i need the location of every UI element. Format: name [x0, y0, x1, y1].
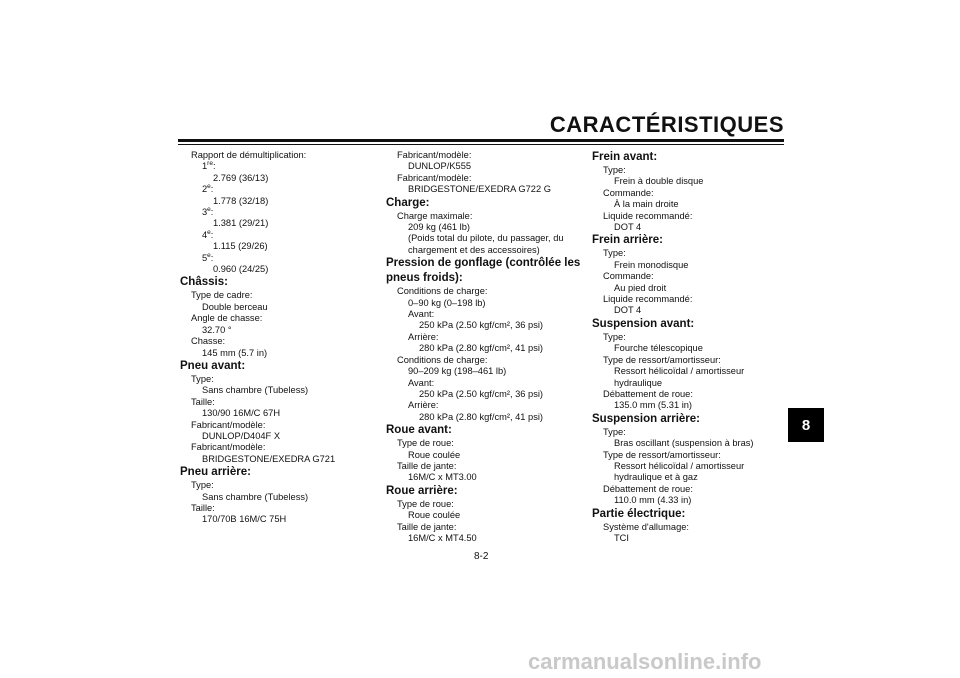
spec-label: Conditions de charge:	[397, 354, 488, 365]
spec-label: Type:	[603, 331, 626, 342]
spec-value: DOT 4	[614, 222, 642, 233]
spec-value: hydraulique	[614, 377, 663, 388]
section-heading-pressure-cont: pneus froids):	[386, 272, 463, 285]
spec-label: Avant:	[408, 377, 435, 388]
gear-5-label: 5e:	[202, 251, 214, 263]
watermark: carmanualsonline.info	[528, 649, 762, 674]
spec-label: Commande:	[603, 271, 654, 282]
gear-3-label: 3e:	[202, 205, 214, 218]
gear-ratio-label: Rapport de démultiplication:	[191, 150, 307, 160]
spec-label: Type de ressort/amortisseur:	[603, 354, 721, 365]
spec-label: Type:	[191, 480, 214, 491]
spec-value: Au pied droit	[614, 282, 667, 293]
spec-label: Type:	[191, 373, 214, 384]
spec-label: Taille:	[191, 502, 215, 513]
gear-1-value: 2.769 (36/13)	[213, 172, 269, 183]
spec-label: Type:	[603, 248, 626, 259]
header-rule-thick	[178, 139, 784, 142]
spec-label: Fabricant/modèle:	[191, 419, 266, 430]
spec-column-1	[180, 150, 370, 526]
spec-label: Commande:	[603, 187, 654, 198]
chapter-tab: 8	[788, 408, 824, 442]
spec-label: Charge maximale:	[397, 210, 473, 221]
section-heading-rear-tire: Pneu arrière:	[180, 466, 251, 479]
spec-value: BRIDGESTONE/EXEDRA G722 G	[408, 184, 551, 195]
spec-value: 170/70B 16M/C 75H	[202, 514, 287, 525]
gear-4-label: 4e:	[202, 228, 214, 240]
gear-1-label: 1re:	[202, 160, 216, 172]
section-heading-chassis: Châssis:	[180, 276, 228, 289]
spec-value: Ressort hélicoïdal / amortisseur	[614, 366, 745, 377]
spec-label: Arrière:	[408, 331, 439, 342]
gear-2-label: 2e:	[202, 183, 214, 195]
spec-label: Taille de jante:	[397, 521, 457, 532]
spec-value: Frein à double disque	[614, 176, 704, 187]
spec-value: 280 kPa (2.80 kgf/cm², 41 psi)	[419, 343, 544, 354]
spec-note: (Poids total du pilote, du passager, du	[408, 233, 564, 244]
spec-value: BRIDGESTONE/EXEDRA G721	[202, 453, 336, 464]
section-heading-rear-suspension: Suspension arrière:	[592, 412, 701, 425]
spec-value: 280 kPa (2.80 kgf/cm², 41 psi)	[419, 411, 544, 422]
gear-5-value: 0.960 (24/25)	[213, 264, 269, 275]
spec-label: Avant:	[408, 309, 435, 320]
spec-value: 250 kPa (2.50 kgf/cm², 36 psi)	[419, 320, 544, 331]
section-heading-electrical: Partie électrique:	[592, 507, 686, 520]
spec-value: 130/90 16M/C 67H	[202, 408, 281, 419]
section-heading-front-wheel: Roue avant:	[386, 424, 452, 437]
spec-label: Type:	[603, 426, 626, 437]
spec-value: 16M/C x MT4.50	[408, 532, 477, 543]
spec-value: À la main droite	[614, 199, 679, 210]
spec-label: Chasse:	[191, 336, 226, 347]
spec-value: 16M/C x MT3.00	[408, 472, 477, 483]
spec-value: 32.70 °	[202, 324, 232, 335]
gear-3-value: 1.381 (29/21)	[213, 218, 269, 229]
spec-label: Liquide recommandé:	[603, 294, 693, 305]
spec-label: Angle de chasse:	[191, 313, 263, 324]
spec-label: Débattement de roue:	[603, 483, 693, 494]
section-heading-pressure: Pression de gonflage (contrôlée les	[386, 257, 581, 270]
spec-value: 250 kPa (2.50 kgf/cm², 36 psi)	[419, 388, 544, 399]
spec-value: Ressort hélicoïdal / amortisseur	[614, 460, 745, 471]
spec-label: Taille de jante:	[397, 460, 457, 471]
gear-2-value: 1.778 (32/18)	[213, 195, 269, 206]
header-rule-thin	[178, 144, 784, 145]
section-heading-rear-brake: Frein arrière:	[592, 234, 663, 247]
spec-value: Sans chambre (Tubeless)	[202, 491, 309, 502]
spec-label: Fabricant/modèle:	[397, 172, 472, 183]
section-heading-front-brake: Frein avant:	[592, 151, 658, 163]
spec-value: DUNLOP/K555	[408, 161, 472, 172]
spec-label: Conditions de charge:	[397, 286, 488, 297]
spec-value: 0–90 kg (0–198 lb)	[408, 297, 486, 308]
section-heading-rear-wheel: Roue arrière:	[386, 484, 458, 497]
spec-label: Débattement de roue:	[603, 388, 693, 399]
spec-column-2	[386, 150, 586, 544]
spec-label: Type de ressort/amortisseur:	[603, 449, 721, 460]
spec-value: Frein monodisque	[614, 259, 689, 270]
spec-label: Type:	[603, 165, 626, 175]
spec-value: Roue coulée	[408, 449, 461, 460]
spec-label: Arrière:	[408, 400, 439, 411]
spec-value: DOT 4	[614, 305, 642, 316]
spec-value: Sans chambre (Tubeless)	[202, 385, 309, 396]
spec-value: 209 kg (461 lb)	[408, 222, 471, 233]
spec-label: Système d'allumage:	[603, 521, 690, 532]
spec-value: Fourche télescopique	[614, 343, 703, 354]
spec-value: 145 mm (5.7 in)	[202, 347, 268, 358]
spec-label: Liquide recommandé:	[603, 210, 693, 221]
spec-value: 90–209 kg (198–461 lb)	[408, 366, 507, 377]
spec-value: Bras oscillant (suspension à bras)	[614, 438, 754, 449]
spec-value: 135.0 mm (5.31 in)	[614, 400, 693, 411]
section-heading-front-tire: Pneu avant:	[180, 359, 246, 372]
spec-label: Type de cadre:	[191, 290, 253, 301]
spec-note: chargement et des accessoires)	[408, 244, 540, 255]
spec-value: Roue coulée	[408, 510, 461, 521]
spec-label: Fabricant/modèle:	[397, 150, 472, 160]
spec-label: Type de roue:	[397, 438, 454, 449]
spec-value: Double berceau	[202, 301, 268, 312]
section-heading-front-suspension: Suspension avant:	[592, 317, 695, 330]
spec-label: Type de roue:	[397, 498, 454, 509]
page-title: CARACTÉRISTIQUES	[549, 112, 784, 137]
spec-value: TCI	[614, 532, 629, 543]
section-heading-load: Charge:	[386, 196, 430, 209]
spec-value: hydraulique et à gaz	[614, 472, 698, 483]
spec-label: Fabricant/modèle:	[191, 442, 266, 453]
spec-column-3	[592, 150, 782, 544]
spec-value: DUNLOP/D404F X	[202, 430, 281, 441]
gear-4-value: 1.115 (29/26)	[213, 241, 268, 252]
page-number: 8-2	[474, 551, 489, 562]
spec-value: 110.0 mm (4.33 in)	[614, 495, 692, 506]
spec-label: Taille:	[191, 396, 215, 407]
